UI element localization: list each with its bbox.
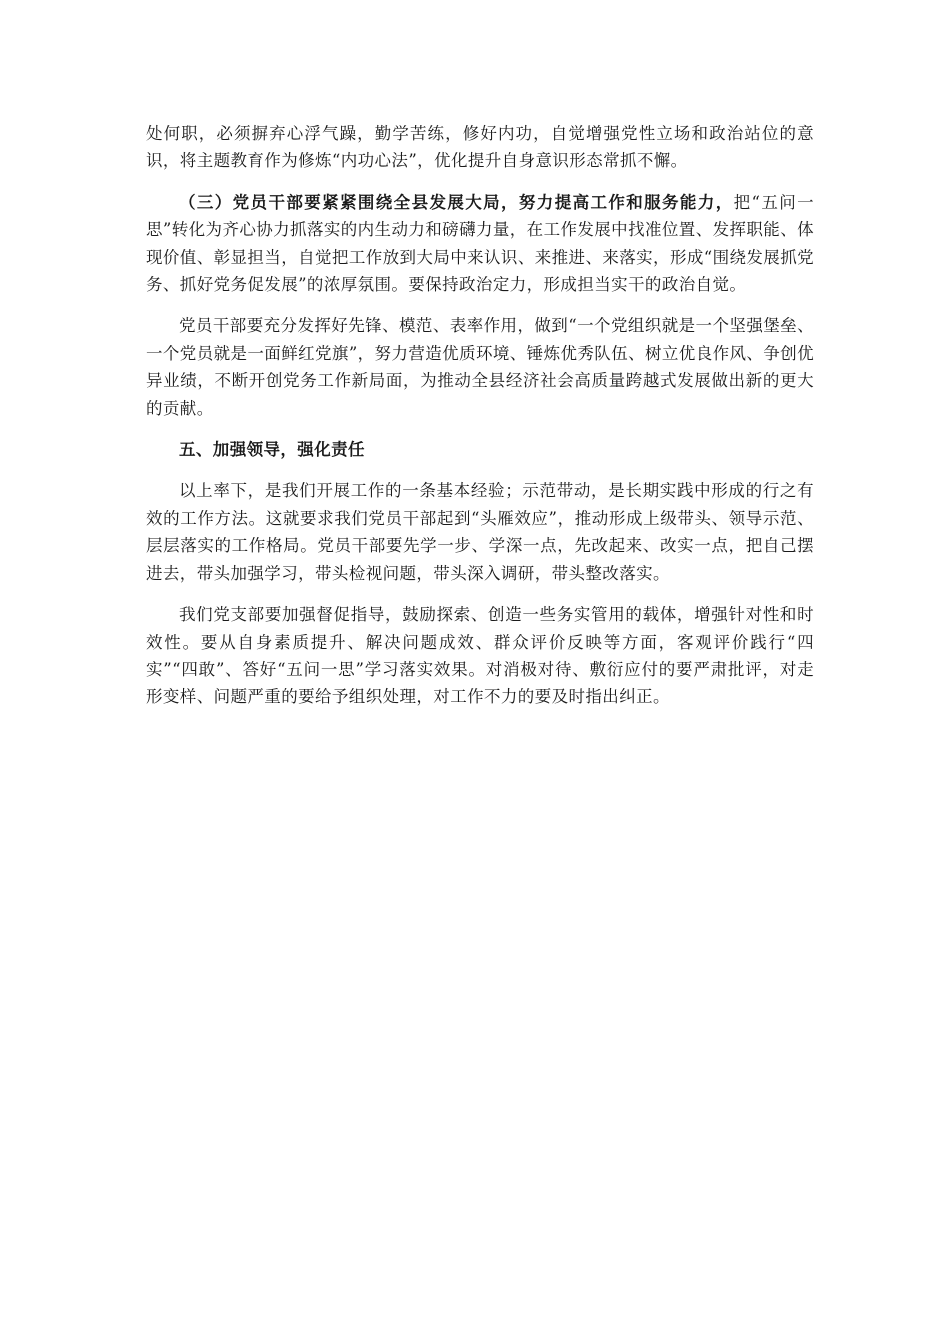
paragraph-supervision — [146, 601, 814, 711]
document-body — [146, 120, 814, 725]
section-heading: 五、加强领导，强化责任 — [179, 440, 365, 460]
paragraph-text: 把“五问一思”转化为齐心协力抓落实的内生动力和磅礴力量，在工作发展中找准位置、发挥职能、体现价值、彰显担当，自觉把工作放到大局中来认识、来推进、来落实，形成“围绕发展抓党务、抓好党务促发展”的浓厚氛围。要保持政治定力，形成担当实干的政治自觉。 — [146, 192, 815, 295]
paragraph-text: 处何职，必须摒弃心浮气躁，勤学苦练，修好内功，自觉增强党性立场和政治站位的意识，将主题教育作为修炼“内功心法”，优化提升自身意识形态常抓不懈。 — [146, 124, 814, 171]
paragraph-text: 党员干部要充分发挥好先锋、模范、表率作用，做到“一个党组织就是一个坚强堡垒、一个党员就是一面鲜红党旗”，努力营造优质环境、锤炼优秀队伍、树立优良作风、争创优异业绩，不断开创党务工作新局面，为推动全县经济社会高质量跨越式发展做出新的更大的贡献。 — [146, 316, 814, 418]
paragraph-lead-by-example — [146, 477, 814, 587]
paragraph-text: 我们党支部要加强督促指导，鼓励探索、创造一些务实管用的载体，增强针对性和时效性。要从自身素质提升、解决问题成效、群众评价反映等方面，客观评价践行“四实”“四敢”、答好“五问一思”学习落实效果。对消极对待、敷衍应付的要严肃批评，对走形变样、问题严重的要给予组织处理，对工作不力的要及时指出纠正。 — [146, 605, 814, 707]
paragraph-text: 以上率下，是我们开展工作的一条基本经验；示范带动，是长期实践中形成的行之有效的工作方法。这就要求我们党员干部起到“头雁效应”，推动形成上级带头、领导示范、层层落实的工作格局。党员干部要先学一步、学深一点，先改起来、改实一点，把自己摆进去，带头加强学习，带头检视问题，带头深入调研，带头整改落实。 — [146, 481, 814, 583]
paragraph-continuation — [146, 120, 814, 175]
paragraph-vanguard-role — [146, 312, 814, 422]
subsection-lead-bold: （三）党员干部要紧紧围绕全县发展大局，努力提高工作和服务能力， — [179, 192, 734, 212]
paragraph-subsection-three — [146, 189, 814, 299]
